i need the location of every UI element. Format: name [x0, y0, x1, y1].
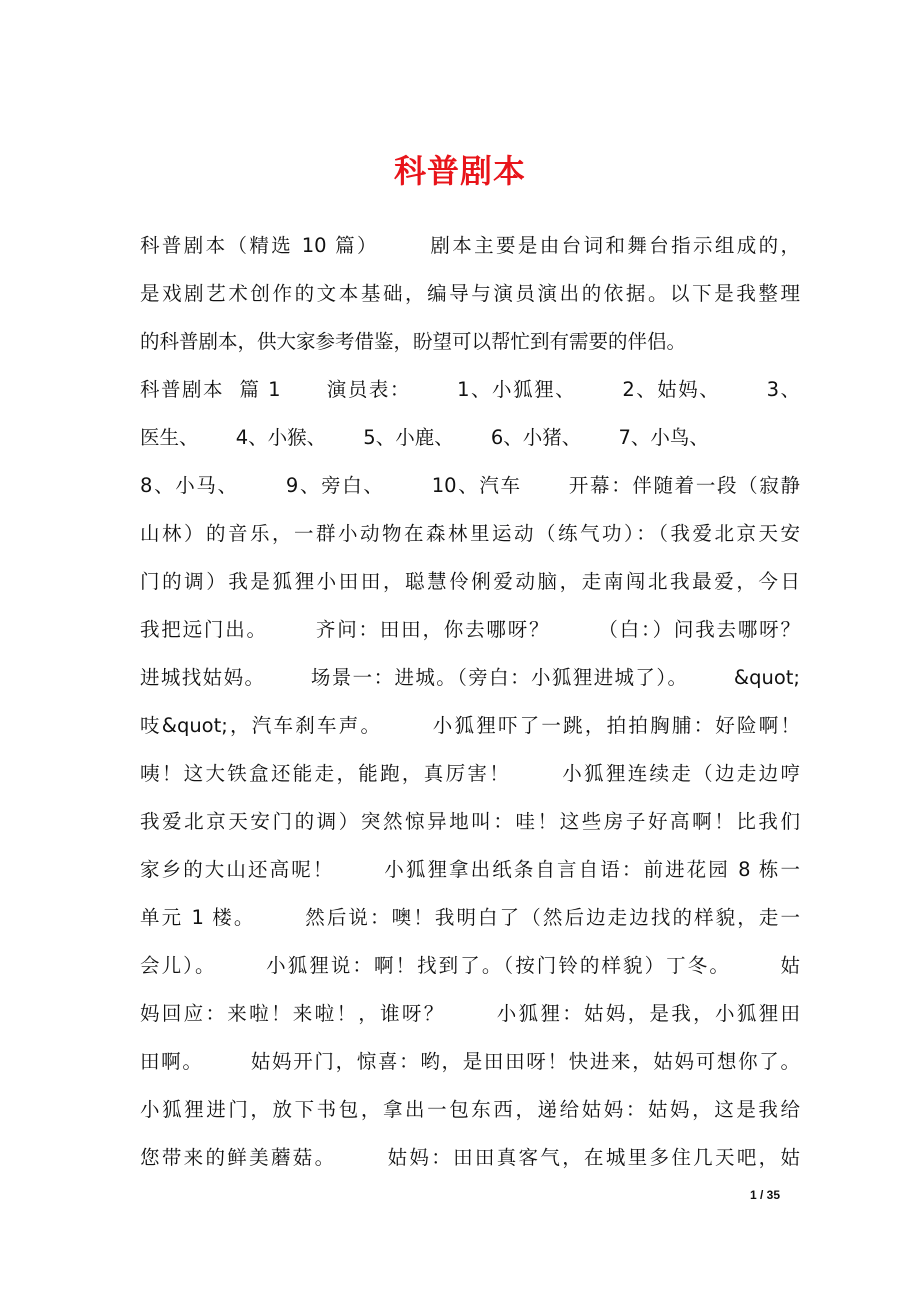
text-line: 小狐狸进门，放下书包，拿出一包东西，递给姑妈：姑妈，这是我给: [140, 1098, 800, 1121]
text-line: 进城找姑妈。 场景一：进城。（旁白：小狐狸进城了）。 &quot;: [140, 666, 800, 689]
text-line: 妈回应：来啦！来啦！，谁呀？ 小狐狸：姑妈，是我，小狐狸田: [140, 1002, 800, 1025]
text-line: 家乡的大山还高呢！ 小狐狸拿出纸条自言自语：前进花园 8 栋一: [140, 858, 800, 881]
document-body: [140, 228, 800, 1188]
text-line: 门的调）我是狐狸小田田，聪慧伶俐爱动脑，走南闯北我最爱，今日: [140, 570, 800, 593]
text-line: 会儿）。 小狐狸说：啊！找到了。（按门铃的样貌）丁冬。 姑: [140, 954, 800, 977]
text-line: 科普剧本 篇 1 演员表： 1、小狐狸、 2、姑妈、 3、: [140, 378, 800, 401]
text-line: 我把远门出。 齐问：田田，你去哪呀？ （白：）问我去哪呀？: [140, 618, 800, 641]
text-line: 科普剧本（精选 10 篇） 剧本主要是由台词和舞台指示组成的，: [140, 234, 800, 257]
text-line: 您带来的鲜美蘑菇。 姑妈：田田真客气，在城里多住几天吧，姑: [140, 1146, 800, 1169]
text-line: 是戏剧艺术创作的文本基础，编导与演员演出的依据。以下是我整理: [140, 282, 800, 305]
document-title: 科普剧本: [393, 152, 526, 190]
text-line: 的科普剧本，供大家参考借鉴，盼望可以帮忙到有需要的伴侣。: [140, 330, 687, 353]
text-line: 田啊。 姑妈开门，惊喜：哟，是田田呀！快进来，姑妈可想你了。: [140, 1050, 800, 1073]
text-line: 吱&quot;，汽车刹车声。 小狐狸吓了一跳，拍拍胸脯：好险啊！: [140, 714, 800, 737]
text-line: 8、小马、 9、旁白、 10、汽车 开幕：伴随着一段（寂静: [140, 474, 800, 497]
text-line: 咦！这大铁盒还能走，能跑，真厉害！ 小狐狸连续走（边走边哼: [140, 762, 800, 785]
text-line: 我爱北京天安门的调）突然惊异地叫：哇！这些房子好高啊！比我们: [140, 810, 800, 833]
text-line: 山林）的音乐，一群小动物在森林里运动（练气功）：（我爱北京天安: [140, 522, 800, 545]
page-number: 1 / 35: [749, 1188, 780, 1202]
text-line: 医生、 4、小猴、 5、小鹿、 6、小猪、 7、小鸟、: [140, 426, 709, 449]
text-line: 单元 1 楼。 然后说：噢！我明白了（然后边走边找的样貌，走一: [140, 906, 800, 929]
